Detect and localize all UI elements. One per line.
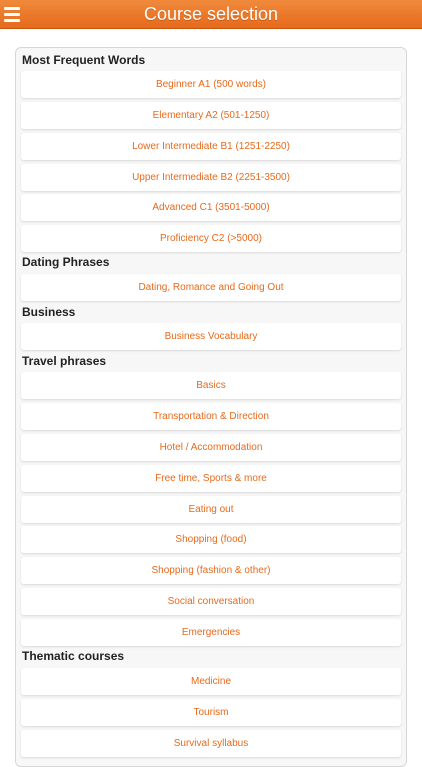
course-item-upper-intermediate-b2[interactable]: Upper Intermediate B2 (2251-3500) (21, 164, 401, 191)
section-title-thematic-courses: Thematic courses (22, 649, 125, 663)
course-item-medicine[interactable]: Medicine (21, 668, 401, 695)
course-item-beginner-a1[interactable]: Beginner A1 (500 words) (21, 71, 401, 98)
course-item-hotel-accommodation[interactable]: Hotel / Accommodation (21, 434, 401, 461)
course-item-advanced-c1[interactable]: Advanced C1 (3501-5000) (21, 194, 401, 221)
course-item-shopping-fashion[interactable]: Shopping (fashion & other) (21, 557, 401, 584)
course-item-emergencies[interactable]: Emergencies (21, 619, 401, 646)
course-item-business-vocabulary[interactable]: Business Vocabulary (21, 323, 401, 350)
course-list-panel (15, 47, 407, 767)
course-item-eating-out[interactable]: Eating out (21, 496, 401, 523)
course-item-survival-syllabus[interactable]: Survival syllabus (21, 730, 401, 757)
section-title-most-frequent-words: Most Frequent Words (22, 53, 146, 67)
section-title-travel-phrases: Travel phrases (22, 354, 107, 368)
course-item-lower-intermediate-b1[interactable]: Lower Intermediate B1 (1251-2250) (21, 133, 401, 160)
course-item-proficiency-c2[interactable]: Proficiency C2 (>5000) (21, 225, 401, 252)
course-item-basics[interactable]: Basics (21, 372, 401, 399)
course-item-elementary-a2[interactable]: Elementary A2 (501-1250) (21, 102, 401, 129)
course-item-tourism[interactable]: Tourism (21, 699, 401, 726)
course-item-dating-romance[interactable]: Dating, Romance and Going Out (21, 274, 401, 301)
page-title: Course selection (143, 4, 279, 24)
section-title-business: Business (22, 305, 76, 319)
course-item-transportation-direction[interactable]: Transportation & Direction (21, 403, 401, 430)
section-title-dating-phrases: Dating Phrases (22, 255, 110, 269)
course-item-free-time-sports[interactable]: Free time, Sports & more (21, 465, 401, 492)
app-header (0, 0, 422, 29)
course-item-shopping-food[interactable]: Shopping (food) (21, 526, 401, 553)
course-item-social-conversation[interactable]: Social conversation (21, 588, 401, 615)
